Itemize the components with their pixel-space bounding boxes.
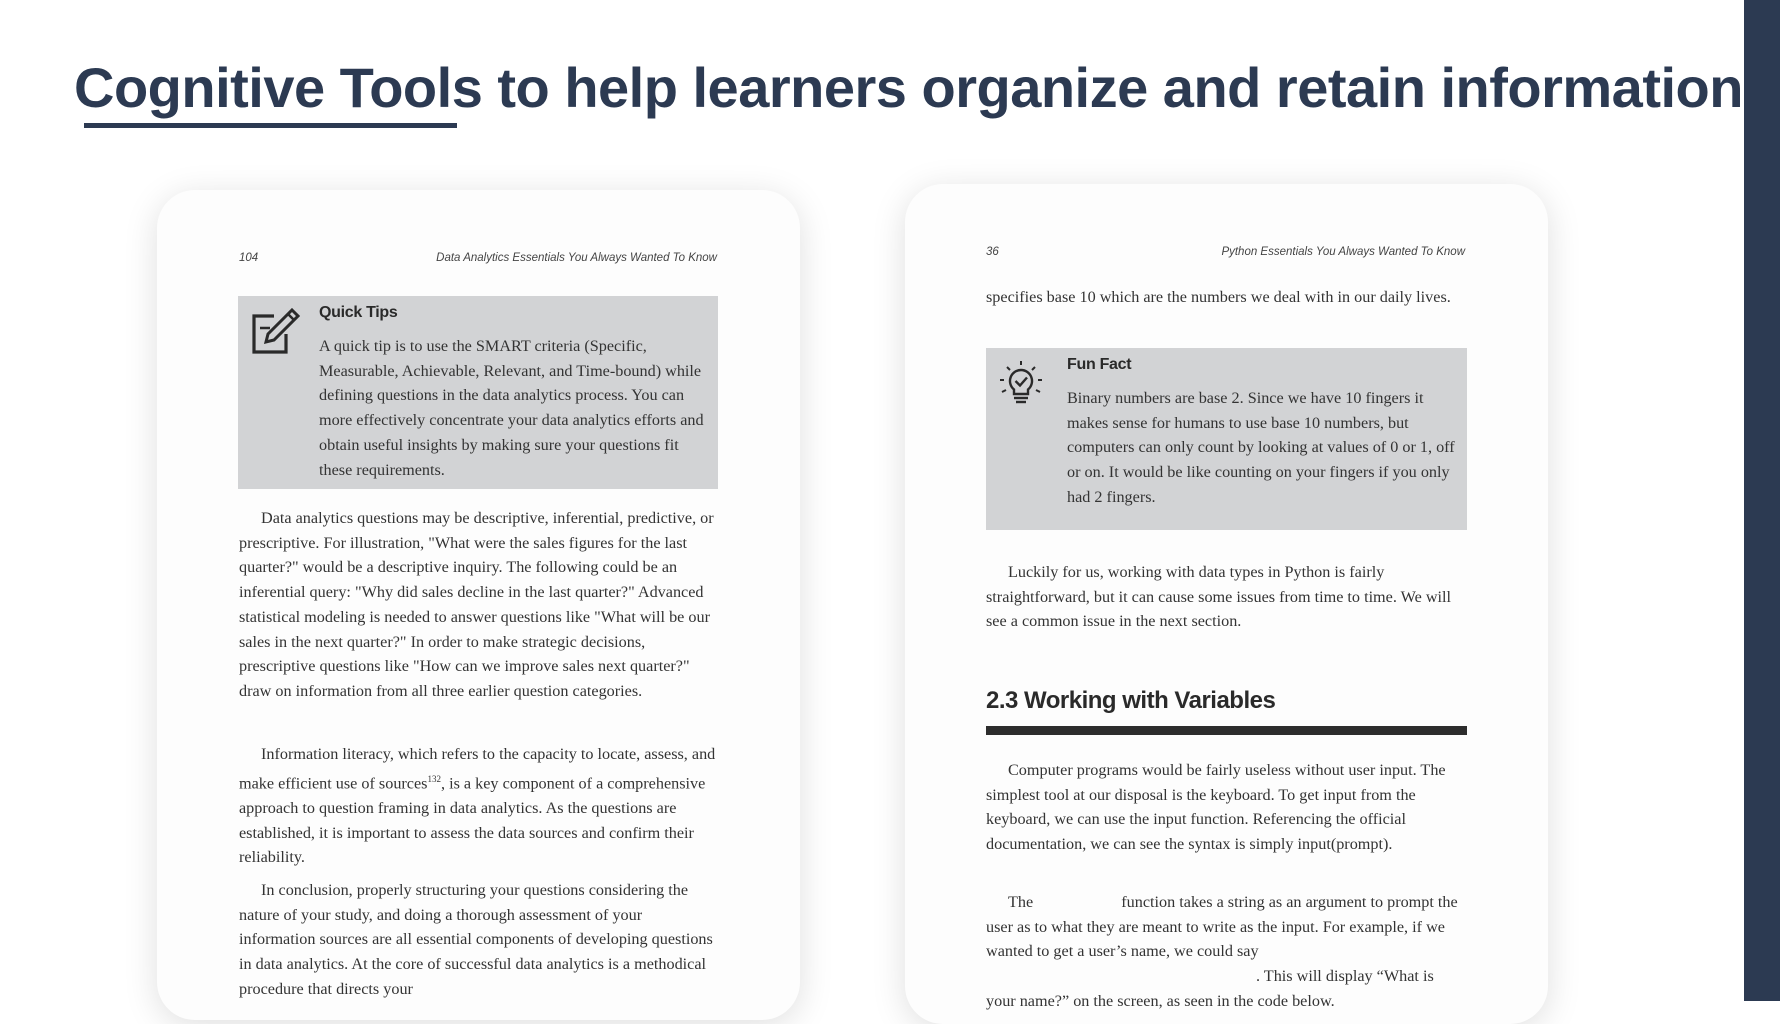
paragraph-information-literacy: Information literacy, which refers to the capacity to locate, assess, and make efficient use of sources$^{132}$, is a key component of a comprehensive approach to question framing in data analytics. As the questions are established, it is important to assess the data sources and confirm their reliability. bbox=[239, 745, 716, 867]
lightbulb-check-icon bbox=[995, 359, 1047, 416]
page-number: 104 bbox=[239, 252, 259, 264]
fun-fact-callout bbox=[986, 348, 1467, 530]
pencil-edit-icon bbox=[248, 306, 300, 361]
running-title: Data Analytics Essentials You Always Wanted To Know bbox=[436, 252, 717, 264]
callout-title: Fun Fact bbox=[1067, 356, 1132, 373]
section-heading: 2.3 Working with Variables bbox=[986, 687, 1276, 714]
callout-body: A quick tip is to use the SMART criteria (Specific, Measurable, Achievable, Relevant, and Time-bound) while defining questions in the data analytics process. You can more effectively concentrate your data analytics efforts and obtain useful insights by making sure your questions fit these requirements. bbox=[319, 337, 704, 479]
title-underline bbox=[84, 123, 457, 128]
quick-tips-callout bbox=[238, 296, 718, 489]
section-rule bbox=[986, 726, 1467, 735]
callout-body: Binary numbers are base 2. Since we have 10 fingers it makes sense for humans to use base 10 numbers, but computers can only count by looking at values of 0 or 1, off or on. It would be like counting on your fingers if you only had 2 fingers. bbox=[1067, 389, 1455, 506]
page-number: 36 bbox=[986, 246, 999, 258]
slide-title: Cognitive Tools to help learners organize and retain information bbox=[74, 56, 1743, 119]
paragraph-data-types: Luckily for us, working with data types in Python is fairly straightforward, but it can cause some issues from time to time. We will see a common issue in the next section. bbox=[986, 563, 1452, 631]
right-book-page bbox=[905, 184, 1548, 1024]
paragraph-conclusion: In conclusion, properly structuring your questions considering the nature of your study, and doing a thorough assessment of your information sources are all essential components of developing questions in data analytics. At the core of successful data analytics is a methodical procedure that directs your bbox=[239, 881, 713, 998]
callout-title: Quick Tips bbox=[319, 304, 398, 321]
paragraph-user-input: Computer programs would be fairly useless without user input. The simplest tool at our disposal is the keyboard. To get input from the keyboard, we can use the input function. Referencing the official documentation, we can see the syntax is simply input(prompt). bbox=[986, 761, 1446, 854]
paragraph-input-function: The function takes a string as an argument to prompt the user as to what they are meant to write as the input. For example, if we wanted to get a user’s name, we could say . This will display “What is your name?” on the screen, as seen in the code below. bbox=[986, 893, 1458, 1010]
left-book-page bbox=[157, 190, 800, 1020]
paragraph-intro: specifies base 10 which are the numbers we deal with in our daily lives. bbox=[986, 288, 1451, 306]
paragraph-question-types: Data analytics questions may be descriptive, inferential, predictive, or prescriptive. For illustration, "What were the sales figures for the last quarter?" would be a descriptive inquiry. The following could be an inferential query: "Why did sales decline in the last quarter?" Advanced statistical modeling is needed to answer questions like "What will be our sales in the next quarter?" In order to make strategic decisions, prescriptive questions like "How can we improve sales next quarter?" draw on information from all three earlier question categories. bbox=[239, 509, 714, 700]
right-accent-bar bbox=[1744, 0, 1780, 1001]
running-title: Python Essentials You Always Wanted To Know bbox=[1221, 246, 1465, 258]
